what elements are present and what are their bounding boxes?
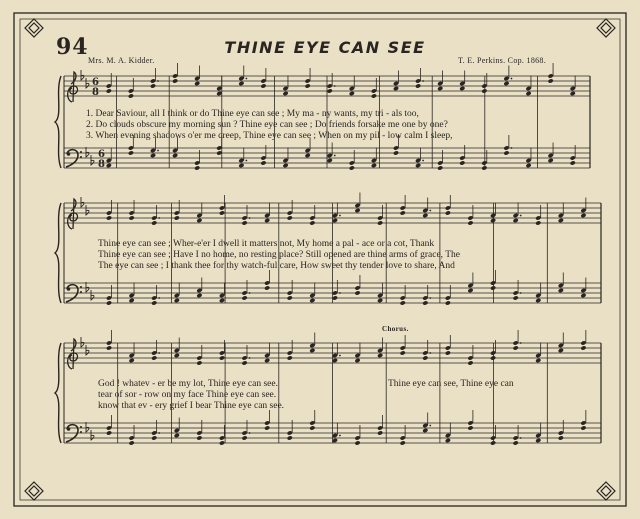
note-head: [513, 345, 519, 350]
note-head: [525, 163, 531, 168]
system1-verse3: 3. When evening shadows o'er me creep, Thine eye can see ; When on my pil - low calm I sleep,: [86, 131, 453, 141]
system2-verse3: The eye can see ; I thank thee for thy watch-ful care, How sweet thy tender love to share, And: [98, 261, 455, 271]
note-head: [260, 160, 266, 165]
note-head: [196, 293, 202, 298]
dot: [339, 355, 341, 357]
page-number: 94: [56, 34, 89, 60]
note-head: [371, 93, 377, 98]
dot: [520, 342, 522, 344]
note-head: [241, 220, 247, 225]
composer-credit: T. E. Perkins. Cop. 1868.: [458, 56, 547, 65]
time-signature: 8: [92, 87, 99, 98]
flat-sign-icon: [86, 422, 89, 432]
note-head: [481, 165, 487, 170]
dot: [429, 297, 431, 299]
note-head: [490, 285, 496, 290]
dot: [245, 78, 247, 80]
note-head: [490, 355, 496, 360]
note-head: [174, 298, 180, 303]
note-head: [219, 210, 225, 215]
flat-sign-icon: [86, 282, 89, 292]
note-head: [503, 81, 509, 86]
note-head: [151, 355, 157, 360]
bass-clef-icon: [80, 291, 82, 293]
note-head: [393, 150, 399, 155]
note-head: [287, 215, 293, 220]
bass-clef-icon: [80, 156, 82, 158]
note-head: [513, 440, 519, 445]
note-head: [309, 348, 315, 353]
note-head: [174, 353, 180, 358]
note-head: [196, 360, 202, 365]
note-head: [309, 220, 315, 225]
note-head: [354, 208, 360, 213]
dot: [249, 357, 251, 359]
note-head: [128, 150, 134, 155]
note-head: [400, 300, 406, 305]
dot: [158, 352, 160, 354]
note-head: [106, 345, 112, 350]
dot: [249, 292, 251, 294]
note-head: [196, 435, 202, 440]
system3-verse1: God ! whatev - er be my lot, Thine eye can see.: [98, 379, 278, 389]
note-head: [570, 160, 576, 165]
system2-verse1: Thine eye can see ; Wher-e'er I dwell it matters not, My home a pal - ace or a cot, Thank: [98, 239, 435, 249]
note-head: [467, 220, 473, 225]
flat-sign-icon: [91, 290, 94, 300]
dot: [422, 160, 424, 162]
note-head: [287, 355, 293, 360]
note-head: [174, 215, 180, 220]
brace-icon: [55, 76, 61, 168]
note-head: [513, 295, 519, 300]
bass-clef-icon: [80, 431, 82, 433]
note-head: [535, 220, 541, 225]
note-head: [129, 215, 135, 220]
treble-clef-icon: [68, 72, 78, 102]
brace-icon: [55, 343, 61, 443]
note-head: [445, 300, 451, 305]
note-head: [327, 158, 333, 163]
note-head: [241, 295, 247, 300]
dot: [422, 80, 424, 82]
dot: [249, 217, 251, 219]
note-head: [377, 298, 383, 303]
note-head: [260, 83, 266, 88]
dot: [511, 78, 513, 80]
note-head: [422, 300, 428, 305]
note-head: [371, 163, 377, 168]
note-head: [238, 81, 244, 86]
note-head: [238, 163, 244, 168]
note-head: [422, 428, 428, 433]
dot: [249, 432, 251, 434]
note-head: [558, 435, 564, 440]
dot: [339, 292, 341, 294]
note-head: [400, 210, 406, 215]
note-head: [377, 430, 383, 435]
note-head: [305, 153, 311, 158]
note-head: [415, 163, 421, 168]
chorus-label: Chorus.: [382, 325, 409, 333]
note-head: [174, 433, 180, 438]
note-head: [437, 86, 443, 91]
note-head: [580, 213, 586, 218]
note-head: [377, 220, 383, 225]
note-head: [580, 425, 586, 430]
note-head: [241, 435, 247, 440]
note-head: [106, 300, 112, 305]
note-head: [535, 358, 541, 363]
flat-sign-icon: [86, 345, 89, 355]
brace-icon: [55, 203, 61, 303]
dot: [157, 150, 159, 152]
note-head: [264, 425, 270, 430]
note-head: [264, 285, 270, 290]
note-head: [287, 295, 293, 300]
note-head: [459, 160, 465, 165]
note-head: [309, 425, 315, 430]
flat-sign-icon: [86, 205, 89, 215]
flat-sign-icon: [81, 197, 84, 207]
flat-sign-icon: [81, 70, 84, 80]
dot: [157, 80, 159, 82]
note-head: [264, 218, 270, 223]
treble-clef-icon: [68, 339, 78, 369]
note-head: [570, 91, 576, 96]
note-head: [129, 358, 135, 363]
note-head: [150, 153, 156, 158]
note-head: [437, 165, 443, 170]
note-head: [194, 165, 200, 170]
note-head: [150, 83, 156, 88]
note-head: [400, 350, 406, 355]
note-head: [282, 91, 288, 96]
system2-verse2: Thine eye can see ; Have I no home, no resting place? Still opened are thine arms of grace, The: [98, 250, 461, 260]
note-head: [525, 91, 531, 96]
note-head: [445, 210, 451, 215]
note-head: [422, 355, 428, 360]
note-head: [219, 355, 225, 360]
flat-sign-icon: [86, 147, 89, 157]
note-head: [128, 93, 134, 98]
note-head: [558, 348, 564, 353]
note-head: [445, 438, 451, 443]
note-head: [172, 78, 178, 83]
note-head: [558, 218, 564, 223]
lyricist-credit: Mrs. M. A. Kidder.: [88, 56, 155, 65]
note-head: [467, 360, 473, 365]
bass-clef-icon: [67, 287, 71, 291]
note-head: [580, 293, 586, 298]
dot: [520, 215, 522, 217]
note-head: [535, 298, 541, 303]
note-head: [580, 345, 586, 350]
system1-verse1: 1. Dear Saviour, all I think or do Thine eye can see ; My ma - ny wants, my tri - als too,: [86, 109, 419, 119]
note-head: [129, 440, 135, 445]
note-head: [354, 358, 360, 363]
note-head: [445, 350, 451, 355]
bass-clef-icon: [67, 427, 71, 431]
note-head: [151, 220, 157, 225]
note-head: [264, 358, 270, 363]
note-head: [194, 81, 200, 86]
bass-clef-icon: [67, 152, 71, 156]
note-head: [241, 360, 247, 365]
dot: [339, 435, 341, 437]
system3-verse2: tear of sor - row on my face Thine eye can see.: [98, 390, 277, 400]
chorus-lyric: Thine eye can see, Thine eye can: [388, 379, 514, 389]
note-head: [349, 165, 355, 170]
dot: [245, 160, 247, 162]
note-head: [219, 298, 225, 303]
flat-sign-icon: [86, 78, 89, 88]
note-head: [535, 438, 541, 443]
dot: [429, 352, 431, 354]
note-head: [415, 83, 421, 88]
time-signature: 6: [98, 149, 105, 160]
note-head: [129, 298, 135, 303]
system3-verse3: know that ev - ery grief I bear Thine eye can see.: [98, 401, 285, 411]
bass-clef-icon: [80, 286, 82, 288]
time-signature: 6: [92, 77, 99, 88]
note-head: [548, 78, 554, 83]
note-head: [354, 290, 360, 295]
note-head: [354, 440, 360, 445]
note-head: [548, 158, 554, 163]
note-head: [106, 88, 112, 93]
note-head: [467, 425, 473, 430]
dot: [339, 215, 341, 217]
note-head: [490, 218, 496, 223]
note-head: [400, 440, 406, 445]
note-head: [106, 163, 112, 168]
dot: [334, 85, 336, 87]
note-head: [219, 440, 225, 445]
dot: [429, 210, 431, 212]
note-head: [481, 88, 487, 93]
note-head: [513, 218, 519, 223]
dot: [158, 217, 160, 219]
note-head: [172, 153, 178, 158]
note-head: [287, 435, 293, 440]
note-head: [349, 91, 355, 96]
dot: [334, 155, 336, 157]
dot: [520, 292, 522, 294]
dot: [158, 432, 160, 434]
flat-sign-icon: [91, 155, 94, 165]
note-head: [196, 218, 202, 223]
note-head: [377, 353, 383, 358]
note-head: [393, 86, 399, 91]
flat-sign-icon: [91, 430, 94, 440]
note-head: [282, 163, 288, 168]
note-head: [459, 86, 465, 91]
dot: [520, 437, 522, 439]
time-signature: 8: [98, 159, 105, 170]
system1-verse2: 2. Do clouds obscure my morning sun ? Thine eye can see ; Do friends forsake me one by one?: [86, 120, 448, 130]
flat-sign-icon: [81, 337, 84, 347]
note-head: [327, 88, 333, 93]
note-head: [309, 298, 315, 303]
note-head: [490, 440, 496, 445]
song-title: THINE EYE CAN SEE: [224, 38, 426, 57]
bass-clef-icon: [80, 151, 82, 153]
dot: [511, 147, 513, 149]
bass-clef-icon: [80, 426, 82, 428]
note-head: [467, 288, 473, 293]
dot: [158, 297, 160, 299]
note-head: [151, 435, 157, 440]
treble-clef-icon: [68, 199, 78, 229]
dot: [429, 425, 431, 427]
note-head: [106, 430, 112, 435]
note-head: [503, 150, 509, 155]
note-head: [558, 288, 564, 293]
note-head: [106, 215, 112, 220]
note-head: [305, 83, 311, 88]
note-head: [422, 213, 428, 218]
note-head: [151, 300, 157, 305]
